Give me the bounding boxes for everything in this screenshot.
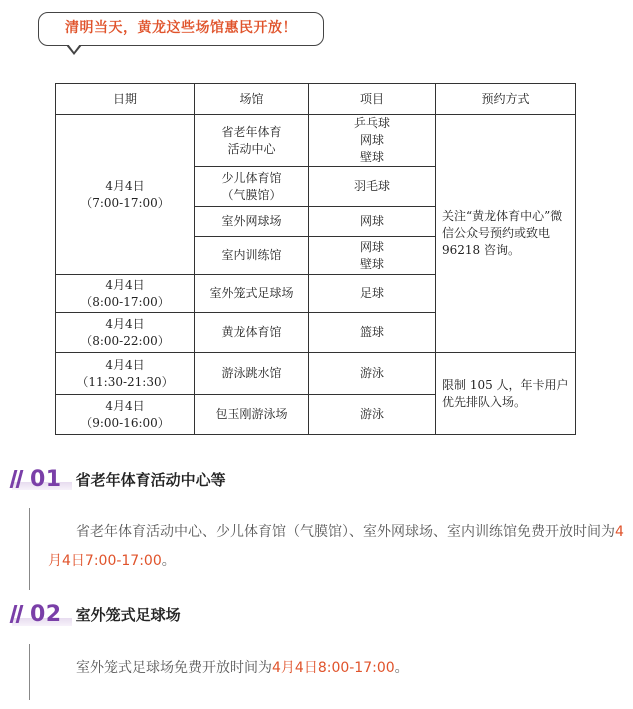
header-title: 清明当天，黄龙这些场馆惠民开放！ (65, 20, 297, 36)
section-body (48, 654, 624, 683)
venue-cell: 室外网球场 (195, 207, 309, 237)
header-cell-booking: 预约方式 (436, 84, 576, 115)
bubble-tail-inner (68, 44, 80, 52)
venue-cell: 游泳跳水馆 (195, 353, 309, 395)
section-title: 省老年体育活动中心等 (75, 470, 226, 489)
items-cell: 羽毛球 (309, 167, 436, 207)
venue-cell: 少儿体育馆 （气膜馆） (195, 167, 309, 207)
section-body (48, 518, 624, 576)
body-text: 。 (161, 553, 176, 569)
section-number: 01 (30, 466, 62, 492)
items-cell: 网球 (309, 207, 436, 237)
booking-cell: 关注“黄龙体育中心”微信公众号预约或致电 96218 咨询。 (436, 115, 576, 353)
items-cell: 游泳 (309, 353, 436, 395)
table-row (56, 115, 576, 167)
venue-cell: 室内训练馆 (195, 237, 309, 275)
venue-cell: 黄龙体育馆 (195, 313, 309, 353)
date-cell: 4月4日 （8:00-22:00） (56, 313, 195, 353)
table-row (56, 353, 576, 395)
highlight-text: 4月4日8:00-17:00 (272, 660, 395, 676)
body-text: 省老年体育活动中心、少儿体育馆（气膜馆）、室外网球场、室内训练馆免费开放时间为 (76, 524, 615, 540)
date-cell: 4月4日 （7:00-17:00） (56, 115, 195, 275)
venue-cell: 省老年体育 活动中心 (195, 115, 309, 167)
date-cell: 4月4日 （11:30-21:30） (56, 353, 195, 395)
section-left-rule (29, 508, 30, 590)
items-cell: 游泳 (309, 395, 436, 435)
date-cell: 4月4日 （8:00-17:00） (56, 275, 195, 313)
date-cell: 4月4日 （9:00-16:00） (56, 395, 195, 435)
header-cell-date: 日期 (56, 84, 195, 115)
section-title: 室外笼式足球场 (75, 605, 181, 624)
items-cell: 篮球 (309, 313, 436, 353)
header-bubble (38, 12, 324, 46)
items-cell: 足球 (309, 275, 436, 313)
section-heading (12, 601, 181, 627)
schedule-table (55, 83, 576, 435)
header-cell-items: 项目 (309, 84, 436, 115)
slash-bar (16, 605, 24, 623)
section-left-rule (29, 644, 30, 700)
items-cell: 网球 壁球 (309, 237, 436, 275)
venue-cell: 包玉刚游泳场 (195, 395, 309, 435)
booking-cell: 限制 105 人，年卡用户优先排队入场。 (436, 353, 576, 435)
highlight-text: 4月4日7:00-17:00 (48, 524, 624, 569)
table-header-row (56, 84, 576, 115)
body-text: 。 (394, 660, 409, 676)
slash-bar (16, 470, 24, 488)
venue-cell: 室外笼式足球场 (195, 275, 309, 313)
header-cell-venue: 场馆 (195, 84, 309, 115)
items-cell: 乒乓球 网球 壁球 (309, 115, 436, 167)
body-text: 室外笼式足球场免费开放时间为 (76, 660, 272, 676)
section-heading (12, 466, 226, 492)
section-number: 02 (30, 601, 62, 627)
